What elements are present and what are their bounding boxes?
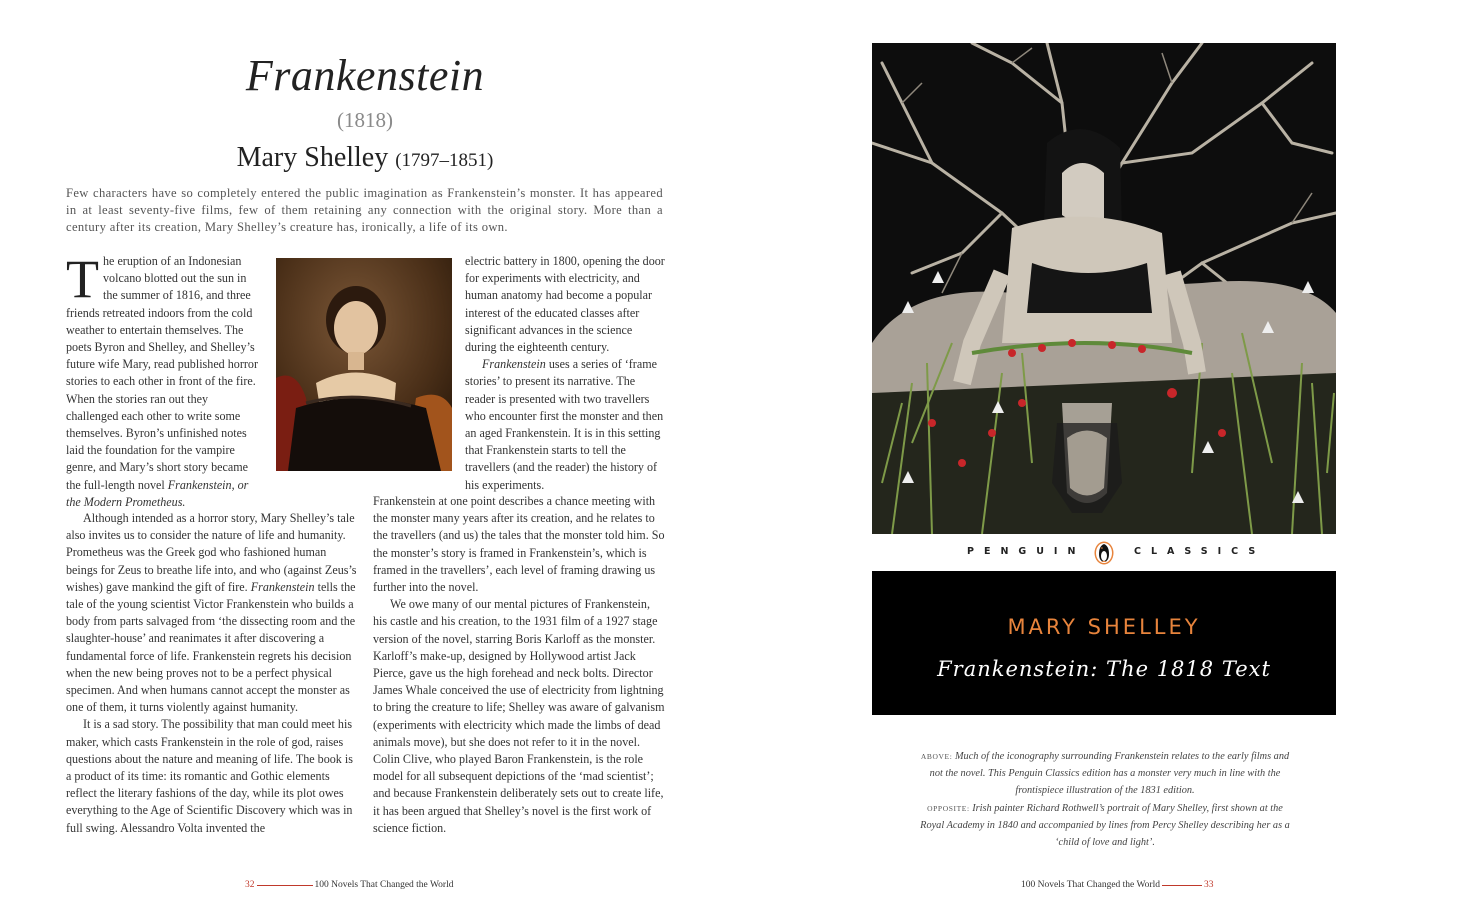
author-heading	[0, 142, 730, 174]
novel-full-title: Frankenstein, or the Modern Prometheus.	[66, 477, 249, 509]
caption-above: ABOVE: Much of the iconography surrounding Frankenstein relates to the early films and not the novel. This Penguin Classics edition has a monster very much in line with the frontispiece illustration of the 1831 edition.	[920, 751, 1290, 797]
col2-paragraph-3: We owe many of our mental pictures of Frankenstein, his castle and his creation, to the 1931 film of a 1927 stage version of the novel, starring Boris Karloff as the monster. Karloff’s make-up, designed by Hollywood artist Jack Pierce, gave us the high forehead and neck bolts. Director James Whale conceived the use of electricity from lightning to bring the creature to life; Shelley was aware of galvanism (experiments with electricity which made the limbs of dead animals move), but she does not refer to it in the novel. Colin Clive, who played Baron Frankenstein, is the role model for all subsequent depictions of the ‘mad scientist’; and because Frankenstein deliberately sets out to create life, it has been argued that Shelley’s novel is the first work of science fiction.	[373, 597, 665, 835]
cover-title-panel	[872, 571, 1336, 715]
page-number-left: 32	[245, 880, 255, 890]
running-title-right: 100 Novels That Changed the World	[1021, 880, 1160, 890]
column-1-bottom	[66, 510, 358, 837]
col2-paragraph-2: Frankenstein uses a series of ‘frame stories’ to present its narrative. The reader is presented with two travellers who encounter first the monster and then an aged Frankenstein. It is in this setting that Frankenstein starts to tell the travellers (and the reader) the history of his experiments.	[465, 357, 664, 492]
cover-author: MARY SHELLEY	[1007, 615, 1201, 639]
running-title-left: 100 Novels That Changed the World	[314, 880, 454, 890]
right-page	[735, 0, 1470, 923]
publication-year: (1818)	[337, 108, 393, 132]
mary-shelley-portrait	[276, 258, 452, 471]
drop-cap: T	[66, 249, 99, 309]
column-1-top	[66, 249, 262, 511]
cover-title: Frankenstein: The 1818 Text	[937, 657, 1271, 681]
penguin-logo-icon	[1094, 541, 1114, 565]
intro-paragraph: Few characters have so completely entered the public imagination as Frankenstein’s monster. It has appeared in at least seventy-five films, few of them retaining any connection with the original story. More than a century after its creation, Mary Shelley’s creature has, ironically, a life of its own.	[66, 186, 663, 235]
column-2-top	[465, 253, 665, 494]
publisher-classics: CLASSICS	[1134, 546, 1266, 557]
col1-paragraph-1: he eruption of an Indonesian volcano blotted out the sun in the summer of 1816, and three friends retreated indoors from the cold weather to entertain themselves. The poets Byron and Shelley, and Shelley’s future wife Mary, read published horror stories to each other in front of the fire. When the stories ran out they challenged each other to write some themselves. Byron’s unfinished notes laid the foundation for the vampire genre, and Mary’s short story became the full-length novel	[66, 254, 258, 492]
column-2-bottom	[373, 493, 665, 837]
author-name: Mary Shelley	[236, 142, 389, 173]
folio-rule	[257, 885, 313, 886]
right-folio	[1021, 880, 1214, 890]
cover-illustration	[872, 43, 1336, 534]
col1-paragraph-3: It is a sad story. The possibility that man could meet his maker, which casts Frankenstein in the role of god, raises questions about the nature and meaning of life. The book is a product of its time: its romantic and Gothic elements reflect the literary fashions of the day, while its plot owes everything to the Age of Scientific Discovery which was in full swing. Alessandro Volta invented the	[66, 717, 353, 835]
folio-rule	[1162, 885, 1202, 886]
publisher-strip	[872, 540, 1336, 566]
left-folio	[245, 880, 454, 890]
col1-paragraph-2: Although intended as a horror story, Mary Shelley’s tale also invites us to consider the nature of life and humanity. Prometheus was the Greek god who fashioned human beings for Zeus to breathe life into, and who (against Zeus’s wishes) gave mankind the gift of fire. Frankenstein tells the tale of the young scientist Victor Frankenstein who builds a body from parts salvaged from ‘the dissecting room and the slaughter-house’ and reanimates it after discovering a fundamental force of life. Frankenstein regrets his decision when the new being proves not to be a perfect physical specimen. And when humans cannot accept the monster as one of them, it turns violently against humanity.	[66, 511, 357, 715]
author-dates: (1797–1851)	[395, 150, 494, 171]
page-number-right: 33	[1204, 880, 1214, 890]
col2-paragraph-1: electric battery in 1800, opening the door for experiments with electricity, and human anatomy had become a popular interest of the educated classes after significant advances in the science during the eighteenth century.	[465, 254, 665, 355]
publisher-penguin: PENGUIN	[967, 546, 1086, 557]
book-title: Frankenstein	[245, 51, 485, 100]
col2-paragraph-2-cont: Frankenstein at one point describes a chance meeting with the monster many years after its creation, and he relates to the travellers (and us) the tales that the monster told him. So the monster’s story is framed in Frankenstein’s, which is framed in the travellers’, each level of framing drawing us further into the novel.	[373, 494, 665, 595]
caption-opposite: OPPOSITE: Irish painter Richard Rothwell’s portrait of Mary Shelley, first shown at the Royal Academy in 1840 and accompanied by lines from Percy Shelley describing her as a ‘child of love and light’.	[920, 802, 1290, 849]
image-caption	[915, 748, 1295, 851]
